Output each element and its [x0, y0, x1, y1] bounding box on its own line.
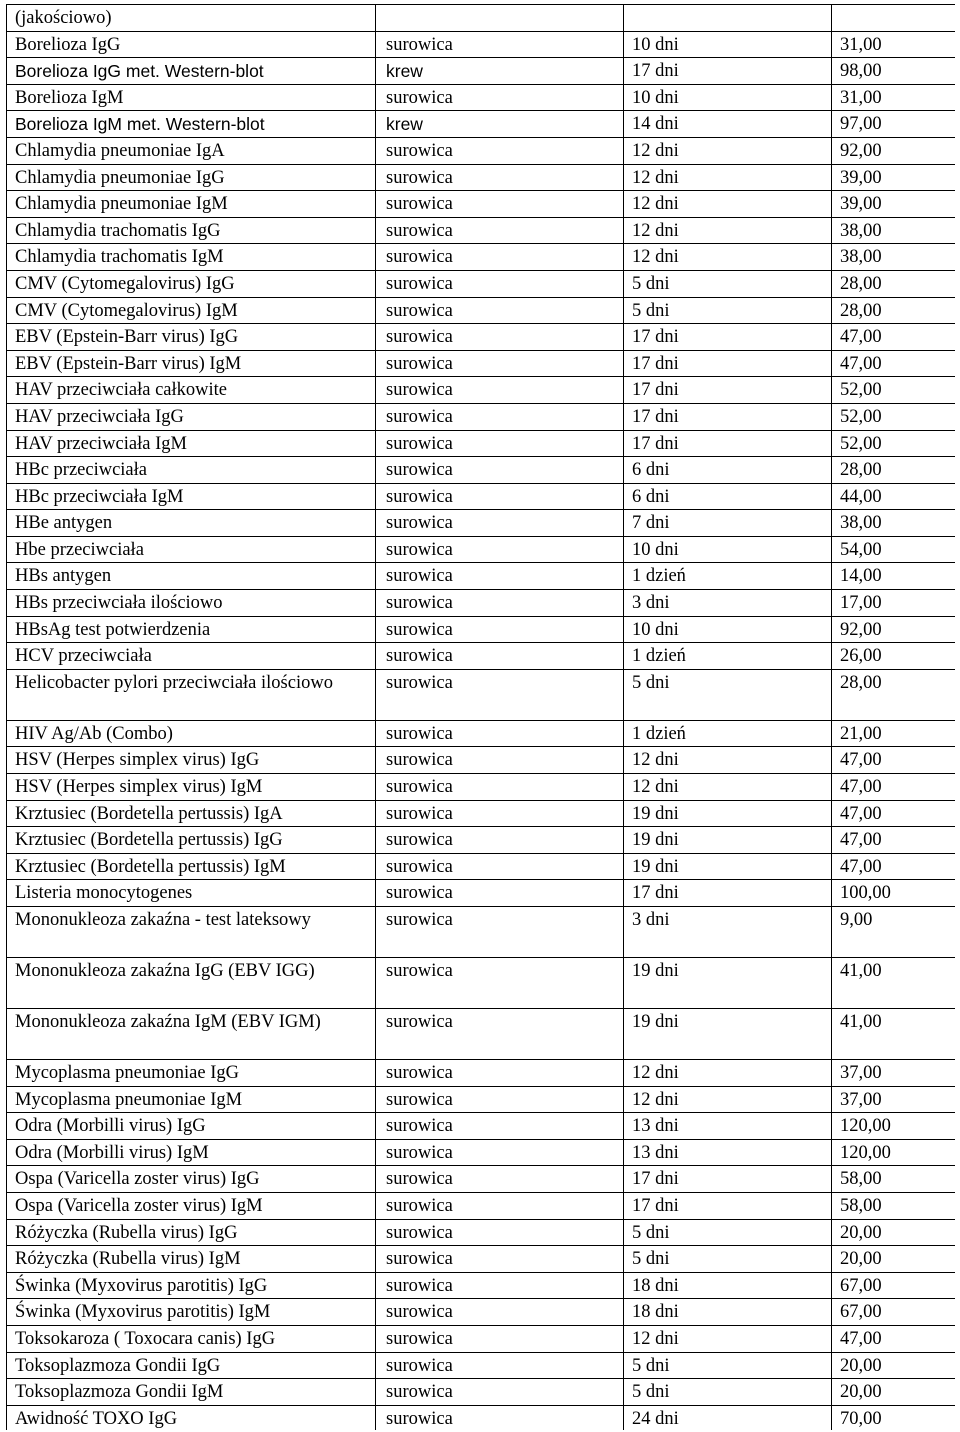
cell-price: 120,00: [832, 1139, 956, 1166]
cell-material: surowica: [376, 590, 624, 617]
cell-test-name: Helicobacter pylori przeciwciała ilościowo: [7, 669, 376, 720]
cell-test-name: (jakościowo): [7, 5, 376, 32]
cell-price: 52,00: [832, 377, 956, 404]
cell-test-name: Hbe przeciwciała: [7, 536, 376, 563]
cell-price: 52,00: [832, 430, 956, 457]
cell-price: 17,00: [832, 590, 956, 617]
cell-material: surowica: [376, 244, 624, 271]
cell-turnaround-time: 1 dzień: [624, 643, 832, 670]
table-row: [7, 1379, 956, 1406]
cell-turnaround-time: 24 dni: [624, 1405, 832, 1430]
cell-price: 14,00: [832, 563, 956, 590]
cell-test-name: HBs przeciwciała ilościowo: [7, 590, 376, 617]
cell-test-name: Chlamydia pneumoniae IgG: [7, 164, 376, 191]
cell-turnaround-time: 12 dni: [624, 137, 832, 164]
cell-test-name: Krztusiec (Bordetella pertussis) IgM: [7, 853, 376, 880]
cell-material: surowica: [376, 1299, 624, 1326]
table-row: [7, 853, 956, 880]
cell-material: surowica: [376, 510, 624, 537]
test-price-table: [6, 4, 955, 1430]
cell-test-name: Mononukleoza zakaźna - test lateksowy: [7, 907, 376, 958]
table-row: [7, 1166, 956, 1193]
cell-material: surowica: [376, 800, 624, 827]
cell-test-name: Chlamydia pneumoniae IgA: [7, 137, 376, 164]
table-row: [7, 1219, 956, 1246]
cell-price: 47,00: [832, 747, 956, 774]
cell-turnaround-time: 1 dzień: [624, 563, 832, 590]
cell-material: surowica: [376, 483, 624, 510]
table-row: [7, 324, 956, 351]
cell-material: surowica: [376, 1009, 624, 1060]
table-row: [7, 457, 956, 484]
cell-test-name: HSV (Herpes simplex virus) IgG: [7, 747, 376, 774]
cell-turnaround-time: 12 dni: [624, 1325, 832, 1352]
cell-material: surowica: [376, 1166, 624, 1193]
cell-price: 54,00: [832, 536, 956, 563]
table-row: [7, 616, 956, 643]
cell-test-name: Świnka (Myxovirus parotitis) IgG: [7, 1272, 376, 1299]
cell-price: 9,00: [832, 907, 956, 958]
cell-test-name: Chlamydia trachomatis IgM: [7, 244, 376, 271]
cell-price: 58,00: [832, 1166, 956, 1193]
cell-material: surowica: [376, 958, 624, 1009]
cell-turnaround-time: 19 dni: [624, 958, 832, 1009]
cell-test-name: Świnka (Myxovirus parotitis) IgM: [7, 1299, 376, 1326]
cell-test-name: CMV (Cytomegalovirus) IgG: [7, 270, 376, 297]
cell-price: 41,00: [832, 958, 956, 1009]
cell-test-name: Ospa (Varicella zoster virus) IgM: [7, 1192, 376, 1219]
cell-price: 52,00: [832, 403, 956, 430]
cell-material: surowica: [376, 1325, 624, 1352]
cell-turnaround-time: 17 dni: [624, 324, 832, 351]
cell-test-name: Odra (Morbilli virus) IgM: [7, 1139, 376, 1166]
cell-turnaround-time: 5 dni: [624, 1246, 832, 1273]
cell-test-name: Listeria monocytogenes: [7, 880, 376, 907]
cell-price: 39,00: [832, 191, 956, 218]
table-row: [7, 270, 956, 297]
cell-turnaround-time: 14 dni: [624, 111, 832, 138]
cell-price: 44,00: [832, 483, 956, 510]
cell-price: 47,00: [832, 324, 956, 351]
cell-turnaround-time: 1 dzień: [624, 720, 832, 747]
cell-material: surowica: [376, 1086, 624, 1113]
cell-test-name: Różyczka (Rubella virus) IgG: [7, 1219, 376, 1246]
cell-test-name: Chlamydia pneumoniae IgM: [7, 191, 376, 218]
cell-material: surowica: [376, 747, 624, 774]
table-row: [7, 58, 956, 85]
cell-turnaround-time: 5 dni: [624, 1352, 832, 1379]
cell-material: surowica: [376, 164, 624, 191]
cell-material: surowica: [376, 1113, 624, 1140]
cell-turnaround-time: 19 dni: [624, 1009, 832, 1060]
table-row: [7, 827, 956, 854]
cell-test-name: HBsAg test potwierdzenia: [7, 616, 376, 643]
cell-test-name: HAV przeciwciała IgM: [7, 430, 376, 457]
cell-turnaround-time: 5 dni: [624, 1379, 832, 1406]
cell-material: surowica: [376, 430, 624, 457]
cell-turnaround-time: 10 dni: [624, 84, 832, 111]
cell-price: 37,00: [832, 1060, 956, 1087]
table-row: [7, 563, 956, 590]
cell-turnaround-time: [624, 5, 832, 32]
cell-test-name: Mycoplasma pneumoniae IgM: [7, 1086, 376, 1113]
cell-price: 31,00: [832, 31, 956, 58]
cell-price: 20,00: [832, 1219, 956, 1246]
cell-turnaround-time: 17 dni: [624, 1192, 832, 1219]
cell-material: [376, 5, 624, 32]
cell-material: surowica: [376, 1219, 624, 1246]
cell-material: surowica: [376, 191, 624, 218]
cell-price: 47,00: [832, 350, 956, 377]
cell-turnaround-time: 17 dni: [624, 350, 832, 377]
table-body: [7, 5, 956, 1431]
cell-price: 47,00: [832, 853, 956, 880]
table-row-header: [7, 5, 956, 32]
cell-test-name: Borelioza IgG met. Western-blot: [7, 58, 376, 85]
cell-price: [832, 5, 956, 32]
table-row: [7, 217, 956, 244]
cell-test-name: HBc przeciwciała IgM: [7, 483, 376, 510]
cell-material: surowica: [376, 217, 624, 244]
table-row: [7, 403, 956, 430]
cell-price: 28,00: [832, 669, 956, 720]
cell-material: surowica: [376, 1352, 624, 1379]
cell-turnaround-time: 13 dni: [624, 1139, 832, 1166]
table-row: [7, 1272, 956, 1299]
table-row: [7, 244, 956, 271]
cell-material: surowica: [376, 720, 624, 747]
cell-material: surowica: [376, 907, 624, 958]
cell-material: surowica: [376, 669, 624, 720]
cell-test-name: HBc przeciwciała: [7, 457, 376, 484]
cell-material: surowica: [376, 563, 624, 590]
cell-test-name: HAV przeciwciała IgG: [7, 403, 376, 430]
cell-price: 20,00: [832, 1379, 956, 1406]
table-row: [7, 880, 956, 907]
table-row: [7, 430, 956, 457]
cell-material: surowica: [376, 84, 624, 111]
cell-material: surowica: [376, 1379, 624, 1406]
table-row: [7, 1352, 956, 1379]
cell-price: 47,00: [832, 827, 956, 854]
cell-material: surowica: [376, 1060, 624, 1087]
table-row: [7, 1299, 956, 1326]
cell-turnaround-time: 3 dni: [624, 590, 832, 617]
cell-test-name: Odra (Morbilli virus) IgG: [7, 1113, 376, 1140]
table-row: [7, 747, 956, 774]
cell-price: 38,00: [832, 217, 956, 244]
cell-material: surowica: [376, 137, 624, 164]
table-row: [7, 669, 956, 720]
cell-price: 37,00: [832, 1086, 956, 1113]
cell-price: 47,00: [832, 1325, 956, 1352]
cell-test-name: Borelioza IgM met. Western-blot: [7, 111, 376, 138]
cell-test-name: Różyczka (Rubella virus) IgM: [7, 1246, 376, 1273]
document-page: [6, 4, 955, 1430]
cell-test-name: Toksokaroza ( Toxocara canis) IgG: [7, 1325, 376, 1352]
cell-test-name: Ospa (Varicella zoster virus) IgG: [7, 1166, 376, 1193]
cell-turnaround-time: 12 dni: [624, 191, 832, 218]
cell-price: 120,00: [832, 1113, 956, 1140]
cell-turnaround-time: 13 dni: [624, 1113, 832, 1140]
cell-turnaround-time: 5 dni: [624, 1219, 832, 1246]
cell-test-name: Mononukleoza zakaźna IgM (EBV IGM): [7, 1009, 376, 1060]
cell-turnaround-time: 18 dni: [624, 1299, 832, 1326]
cell-price: 92,00: [832, 616, 956, 643]
table-row: [7, 483, 956, 510]
cell-turnaround-time: 5 dni: [624, 270, 832, 297]
table-row: [7, 1192, 956, 1219]
cell-material: surowica: [376, 1139, 624, 1166]
cell-price: 26,00: [832, 643, 956, 670]
cell-material: surowica: [376, 827, 624, 854]
cell-test-name: HIV Ag/Ab (Combo): [7, 720, 376, 747]
cell-price: 28,00: [832, 457, 956, 484]
cell-price: 41,00: [832, 1009, 956, 1060]
cell-material: surowica: [376, 616, 624, 643]
table-row: [7, 800, 956, 827]
cell-turnaround-time: 12 dni: [624, 1060, 832, 1087]
cell-test-name: Chlamydia trachomatis IgG: [7, 217, 376, 244]
cell-turnaround-time: 17 dni: [624, 377, 832, 404]
cell-turnaround-time: 17 dni: [624, 880, 832, 907]
cell-turnaround-time: 12 dni: [624, 244, 832, 271]
cell-price: 58,00: [832, 1192, 956, 1219]
cell-test-name: EBV (Epstein-Barr virus) IgG: [7, 324, 376, 351]
cell-material: surowica: [376, 1246, 624, 1273]
cell-turnaround-time: 12 dni: [624, 164, 832, 191]
table-row: [7, 111, 956, 138]
cell-price: 31,00: [832, 84, 956, 111]
table-row: [7, 164, 956, 191]
cell-price: 28,00: [832, 270, 956, 297]
table-row: [7, 1113, 956, 1140]
table-row: [7, 720, 956, 747]
cell-test-name: HBe antygen: [7, 510, 376, 537]
table-row: [7, 958, 956, 1009]
table-row: [7, 774, 956, 801]
cell-test-name: Toksoplazmoza Gondii IgM: [7, 1379, 376, 1406]
table-row: [7, 31, 956, 58]
cell-turnaround-time: 18 dni: [624, 1272, 832, 1299]
cell-material: surowica: [376, 880, 624, 907]
cell-material: surowica: [376, 270, 624, 297]
table-row: [7, 1325, 956, 1352]
cell-turnaround-time: 6 dni: [624, 483, 832, 510]
cell-price: 67,00: [832, 1299, 956, 1326]
cell-material: surowica: [376, 350, 624, 377]
cell-test-name: CMV (Cytomegalovirus) IgM: [7, 297, 376, 324]
cell-price: 100,00: [832, 880, 956, 907]
cell-material: surowica: [376, 457, 624, 484]
table-row: [7, 1086, 956, 1113]
table-row: [7, 1405, 956, 1430]
table-row: [7, 84, 956, 111]
cell-test-name: Toksoplazmoza Gondii IgG: [7, 1352, 376, 1379]
cell-test-name: EBV (Epstein-Barr virus) IgM: [7, 350, 376, 377]
cell-test-name: HBs antygen: [7, 563, 376, 590]
cell-turnaround-time: 19 dni: [624, 853, 832, 880]
table-row: [7, 1060, 956, 1087]
table-row: [7, 643, 956, 670]
cell-material: surowica: [376, 297, 624, 324]
table-row: [7, 510, 956, 537]
cell-material: surowica: [376, 774, 624, 801]
cell-test-name: Krztusiec (Bordetella pertussis) IgG: [7, 827, 376, 854]
table-row: [7, 907, 956, 958]
cell-test-name: Mycoplasma pneumoniae IgG: [7, 1060, 376, 1087]
cell-turnaround-time: 10 dni: [624, 616, 832, 643]
cell-turnaround-time: 17 dni: [624, 58, 832, 85]
cell-turnaround-time: 6 dni: [624, 457, 832, 484]
cell-turnaround-time: 17 dni: [624, 1166, 832, 1193]
cell-price: 21,00: [832, 720, 956, 747]
cell-turnaround-time: 17 dni: [624, 403, 832, 430]
cell-price: 98,00: [832, 58, 956, 85]
cell-material: krew: [376, 111, 624, 138]
cell-test-name: Awidność TOXO IgG: [7, 1405, 376, 1430]
cell-price: 38,00: [832, 510, 956, 537]
cell-test-name: Krztusiec (Bordetella pertussis) IgA: [7, 800, 376, 827]
cell-test-name: Borelioza IgG: [7, 31, 376, 58]
table-row: [7, 191, 956, 218]
cell-material: surowica: [376, 853, 624, 880]
cell-turnaround-time: 12 dni: [624, 1086, 832, 1113]
cell-turnaround-time: 7 dni: [624, 510, 832, 537]
cell-turnaround-time: 12 dni: [624, 747, 832, 774]
cell-turnaround-time: 17 dni: [624, 430, 832, 457]
cell-price: 47,00: [832, 800, 956, 827]
cell-material: surowica: [376, 377, 624, 404]
table-row: [7, 1009, 956, 1060]
table-row: [7, 1139, 956, 1166]
cell-turnaround-time: 5 dni: [624, 297, 832, 324]
cell-price: 39,00: [832, 164, 956, 191]
cell-price: 20,00: [832, 1246, 956, 1273]
cell-turnaround-time: 12 dni: [624, 217, 832, 244]
cell-material: surowica: [376, 324, 624, 351]
cell-material: surowica: [376, 403, 624, 430]
cell-turnaround-time: 19 dni: [624, 800, 832, 827]
table-row: [7, 536, 956, 563]
table-row: [7, 377, 956, 404]
cell-turnaround-time: 10 dni: [624, 31, 832, 58]
cell-test-name: Borelioza IgM: [7, 84, 376, 111]
cell-turnaround-time: 5 dni: [624, 669, 832, 720]
table-row: [7, 297, 956, 324]
cell-turnaround-time: 3 dni: [624, 907, 832, 958]
cell-price: 92,00: [832, 137, 956, 164]
table-row: [7, 350, 956, 377]
table-row: [7, 137, 956, 164]
cell-price: 47,00: [832, 774, 956, 801]
cell-test-name: HSV (Herpes simplex virus) IgM: [7, 774, 376, 801]
cell-turnaround-time: 19 dni: [624, 827, 832, 854]
cell-turnaround-time: 10 dni: [624, 536, 832, 563]
cell-price: 28,00: [832, 297, 956, 324]
cell-material: surowica: [376, 1192, 624, 1219]
cell-material: surowica: [376, 1272, 624, 1299]
cell-price: 38,00: [832, 244, 956, 271]
cell-price: 70,00: [832, 1405, 956, 1430]
cell-test-name: Mononukleoza zakaźna IgG (EBV IGG): [7, 958, 376, 1009]
cell-price: 97,00: [832, 111, 956, 138]
cell-material: surowica: [376, 536, 624, 563]
cell-material: surowica: [376, 643, 624, 670]
cell-test-name: HAV przeciwciała całkowite: [7, 377, 376, 404]
cell-material: surowica: [376, 31, 624, 58]
cell-material: krew: [376, 58, 624, 85]
cell-price: 67,00: [832, 1272, 956, 1299]
table-row: [7, 1246, 956, 1273]
cell-turnaround-time: 12 dni: [624, 774, 832, 801]
table-row: [7, 590, 956, 617]
cell-price: 20,00: [832, 1352, 956, 1379]
cell-material: surowica: [376, 1405, 624, 1430]
cell-test-name: HCV przeciwciała: [7, 643, 376, 670]
